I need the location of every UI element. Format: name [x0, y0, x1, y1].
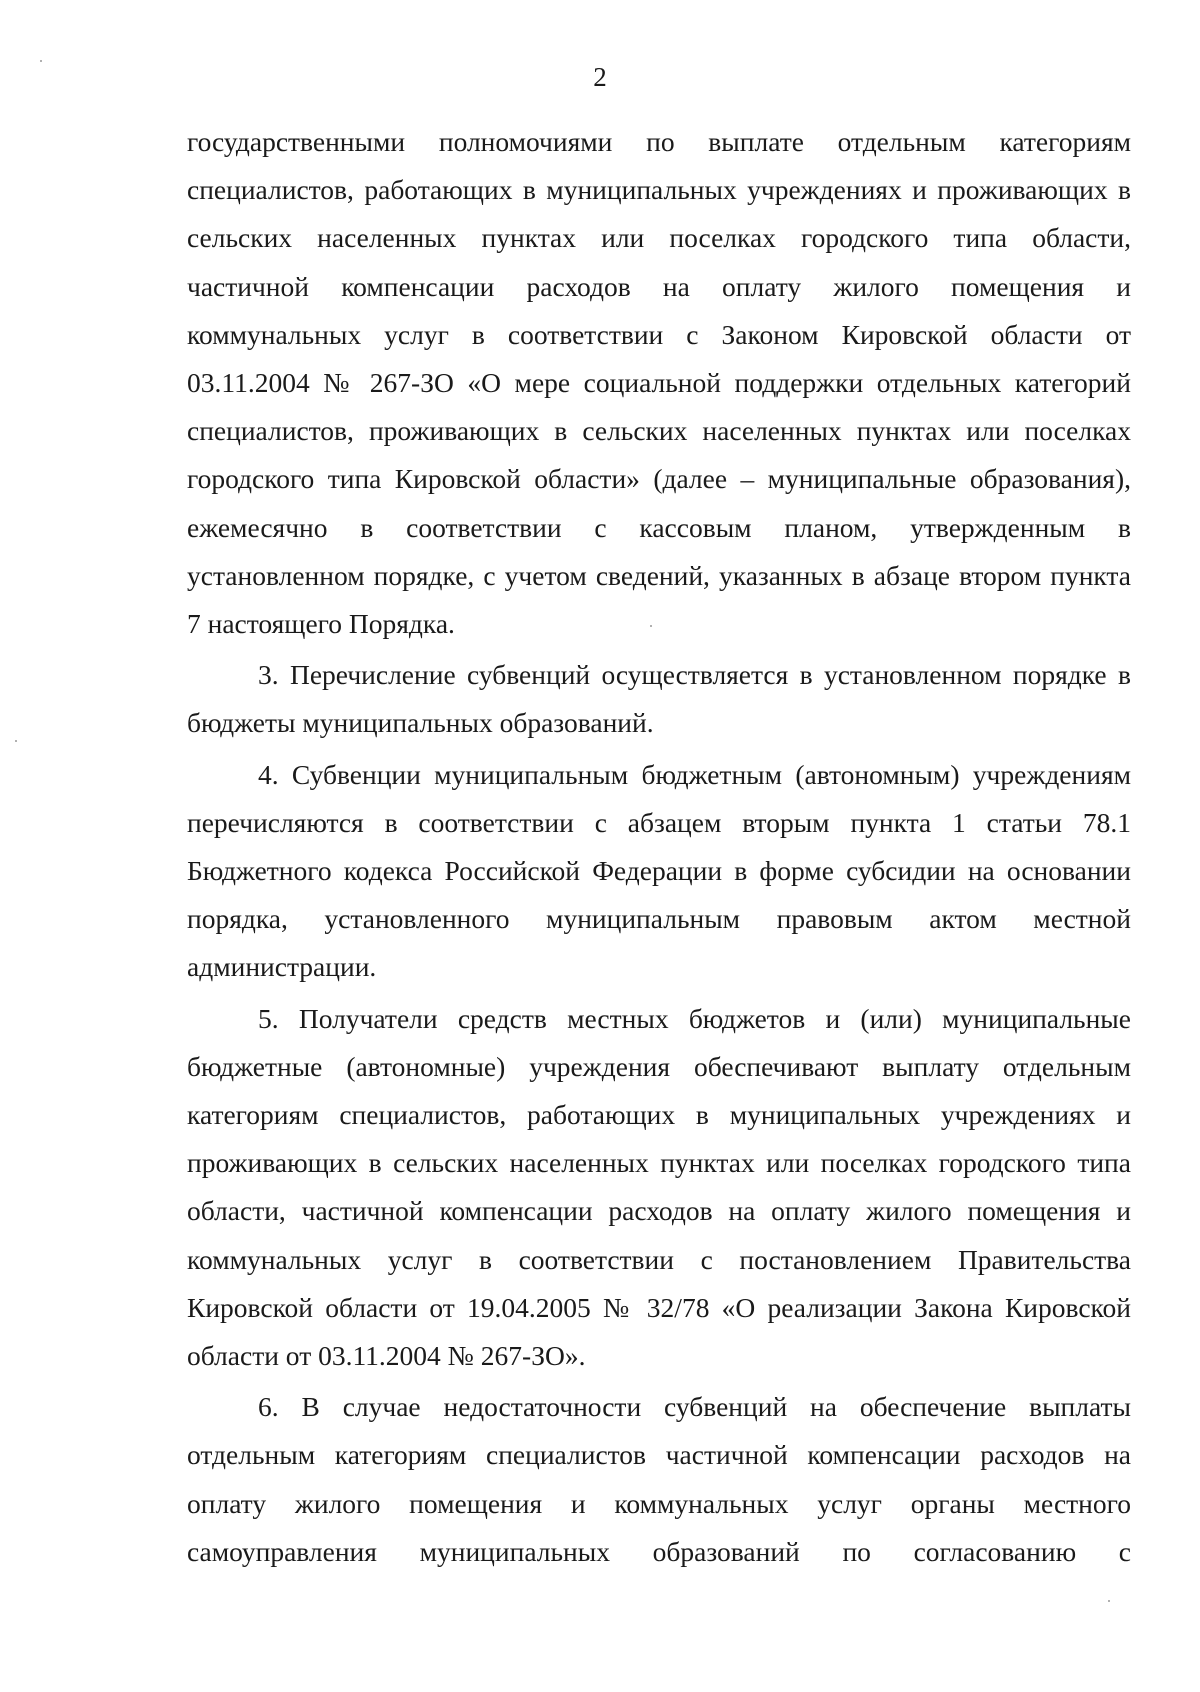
- paragraph-4: 4. Субвенции муниципальным бюджетным (автономным) учреждениям перечисляются в соответствии с абзацем вторым пункта 1 статьи 78.1 Бюджетного кодекса Российской Федерации в форме субсидии на основании порядка, установленного муниципальным правовым актом местной администрации.: [187, 758, 1131, 983]
- paragraph-6: 6. В случае недостаточности субвенций на обеспечение выплаты отдельным категориям специалистов частичной компенсации расходов на оплату жилого помещения и коммунальных услуг органы местного самоуправления муниципальных образований по согласованию с: [187, 1391, 1131, 1567]
- scan-speck: [1108, 1600, 1110, 1602]
- paragraph-3: 3. Перечисление субвенций осуществляется в установленном порядке в бюджеты муниципальных образований.: [187, 659, 1131, 739]
- scan-speck: [650, 625, 652, 627]
- paragraph-continuation: государственными полномочиями по выплате отдельным категориям специалистов, работающих в муниципальных учреждениях и проживающих в сельских населенных пунктах или поселках городского типа области, частичной компенсации расходов на оплату жилого помещения и коммунальных услуг в соответствии с Законом Кировской области от 03.11.2004 № 267-ЗО «О мере социальной поддержки отдельных категорий специалистов, проживающих в сельских населенных пунктах или поселках городского типа Кировской области» (далее – муниципальные образования), ежемесячно в соответствии с кассовым планом, утвержденным в установленном порядке, с учетом сведений, указанных в абзаце втором пункта 7 настоящего Порядка.: [187, 126, 1131, 640]
- document-body: [187, 118, 1131, 1576]
- page-number: 2: [593, 62, 607, 92]
- paragraph-5: 5. Получатели средств местных бюджетов и (или) муниципальные бюджетные (автономные) учреждения обеспечивают выплату отдельным категориям специалистов, работающих в муниципальных учреждениях и проживающих в сельских населенных пунктах или поселках городского типа области, частичной компенсации расходов на оплату жилого помещения и коммунальных услуг в соответствии с постановлением Правительства Кировской области от 19.04.2005 № 32/78 «О реализации Закона Кировской области от 03.11.2004 № 267-ЗО».: [187, 1002, 1131, 1372]
- scan-speck: [15, 740, 17, 742]
- scan-speck: [40, 60, 42, 62]
